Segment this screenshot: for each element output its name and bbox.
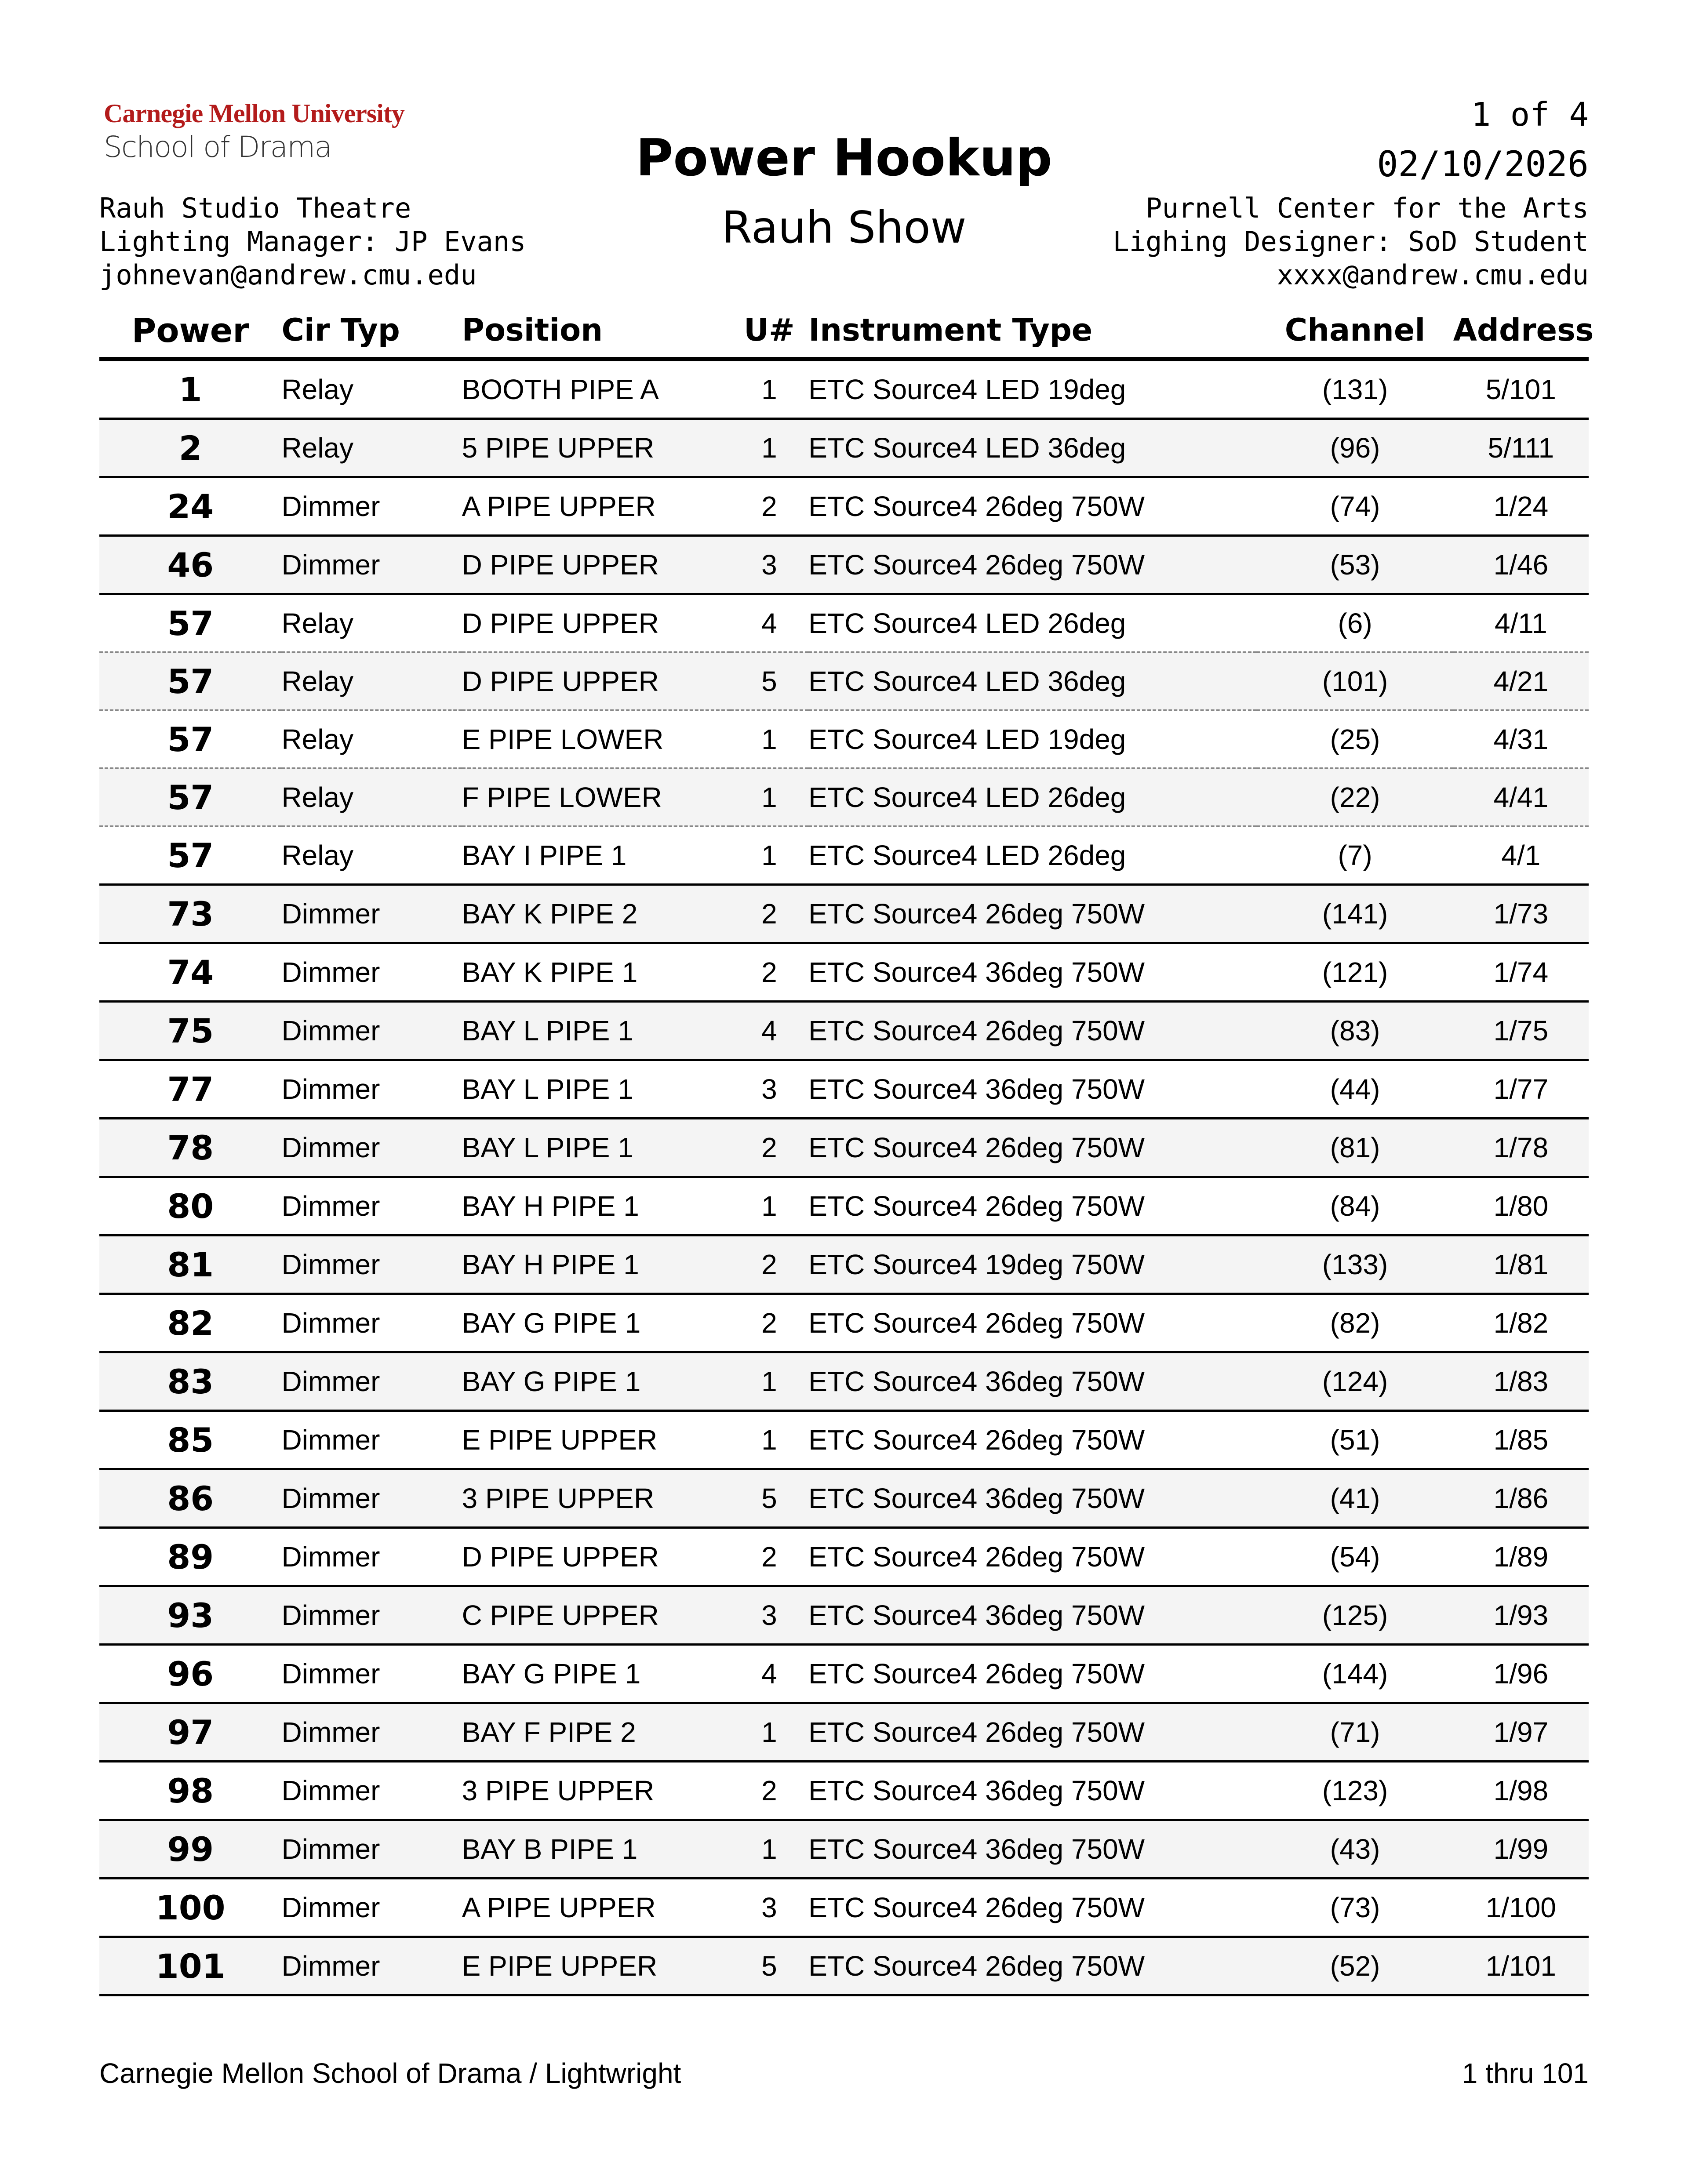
cell-channel: (83)	[1257, 1002, 1453, 1060]
cell-instrument-type: ETC Source4 36deg 750W	[808, 1469, 1257, 1528]
cell-instrument-type: ETC Source4 26deg 750W	[808, 1411, 1257, 1469]
cell-instrument-type: ETC Source4 26deg 750W	[808, 1645, 1257, 1703]
cell-power: 86	[99, 1469, 281, 1528]
cell-cir-typ: Dimmer	[281, 477, 462, 536]
cell-channel: (81)	[1257, 1119, 1453, 1177]
cell-position: 3 PIPE UPPER	[462, 1469, 730, 1528]
lighting-designer: Lighing Designer: SoD Student	[1113, 225, 1589, 258]
table-row	[99, 885, 1589, 943]
col-header-address: Address	[1453, 303, 1589, 359]
power-hookup-table	[99, 303, 1594, 1996]
cell-unit: 3	[730, 1879, 809, 1937]
cell-address: 5/101	[1453, 359, 1589, 419]
cell-address: 4/31	[1453, 710, 1589, 768]
cell-unit: 2	[730, 1762, 809, 1820]
cell-channel: (73)	[1257, 1879, 1453, 1937]
designer-email: xxxx@andrew.cmu.edu	[1277, 259, 1589, 291]
table-row	[99, 1469, 1589, 1528]
cell-instrument-type: ETC Source4 LED 19deg	[808, 359, 1257, 419]
cell-cir-typ: Relay	[281, 594, 462, 653]
cell-power: 100	[99, 1879, 281, 1937]
cell-position: BOOTH PIPE A	[462, 359, 730, 419]
cell-address: 1/85	[1453, 1411, 1589, 1469]
show-name: Rauh Show	[721, 202, 967, 253]
cell-unit: 1	[730, 1703, 809, 1762]
cell-cir-typ: Relay	[281, 359, 462, 419]
cell-cir-typ: Dimmer	[281, 1002, 462, 1060]
col-header-power: Power	[99, 303, 281, 359]
cell-channel: (43)	[1257, 1820, 1453, 1879]
cell-instrument-type: ETC Source4 26deg 750W	[808, 1937, 1257, 1995]
cell-position: E PIPE LOWER	[462, 710, 730, 768]
cell-unit: 3	[730, 1586, 809, 1645]
table-row	[99, 826, 1589, 885]
cell-channel: (82)	[1257, 1294, 1453, 1352]
cell-position: BAY G PIPE 1	[462, 1294, 730, 1352]
table-row	[99, 594, 1589, 653]
col-header-instrument-type: Instrument Type	[808, 303, 1257, 359]
cell-instrument-type: ETC Source4 LED 36deg	[808, 652, 1257, 710]
cell-power: 57	[99, 652, 281, 710]
cell-address: 1/77	[1453, 1060, 1589, 1119]
cell-address: 1/89	[1453, 1528, 1589, 1586]
cell-power: 97	[99, 1703, 281, 1762]
cell-address: 1/74	[1453, 943, 1589, 1002]
cell-instrument-type: ETC Source4 26deg 750W	[808, 885, 1257, 943]
cell-channel: (84)	[1257, 1177, 1453, 1236]
cell-instrument-type: ETC Source4 36deg 750W	[808, 1762, 1257, 1820]
table-row	[99, 710, 1589, 768]
cell-power: 74	[99, 943, 281, 1002]
cell-cir-typ: Dimmer	[281, 1119, 462, 1177]
cell-cir-typ: Dimmer	[281, 1937, 462, 1995]
cell-channel: (101)	[1257, 652, 1453, 710]
cell-position: BAY H PIPE 1	[462, 1177, 730, 1236]
cell-channel: (52)	[1257, 1937, 1453, 1995]
cell-unit: 1	[730, 768, 809, 826]
cell-power: 85	[99, 1411, 281, 1469]
cell-cir-typ: Dimmer	[281, 943, 462, 1002]
cell-position: BAY I PIPE 1	[462, 826, 730, 885]
table-row	[99, 1177, 1589, 1236]
cell-position: BAY G PIPE 1	[462, 1645, 730, 1703]
cell-position: 5 PIPE UPPER	[462, 419, 730, 477]
venue-name: Rauh Studio Theatre	[99, 192, 411, 224]
cell-position: BAY K PIPE 2	[462, 885, 730, 943]
cell-instrument-type: ETC Source4 LED 26deg	[808, 594, 1257, 653]
table-row	[99, 359, 1589, 419]
cell-power: 57	[99, 768, 281, 826]
cell-address: 1/101	[1453, 1937, 1589, 1995]
cell-cir-typ: Dimmer	[281, 1820, 462, 1879]
cell-address: 1/75	[1453, 1002, 1589, 1060]
cell-position: A PIPE UPPER	[462, 477, 730, 536]
cell-cir-typ: Dimmer	[281, 1762, 462, 1820]
cell-address: 4/1	[1453, 826, 1589, 885]
cell-instrument-type: ETC Source4 26deg 750W	[808, 477, 1257, 536]
cell-address: 1/24	[1453, 477, 1589, 536]
cell-channel: (124)	[1257, 1352, 1453, 1411]
table-row	[99, 1703, 1589, 1762]
cell-cir-typ: Dimmer	[281, 1703, 462, 1762]
cell-address: 1/86	[1453, 1469, 1589, 1528]
designer-info	[1113, 192, 1589, 292]
cell-unit: 5	[730, 1469, 809, 1528]
cell-unit: 4	[730, 1645, 809, 1703]
cell-power: 82	[99, 1294, 281, 1352]
table-row	[99, 943, 1589, 1002]
cell-power: 80	[99, 1177, 281, 1236]
cell-position: 3 PIPE UPPER	[462, 1762, 730, 1820]
cell-address: 5/111	[1453, 419, 1589, 477]
cell-cir-typ: Relay	[281, 710, 462, 768]
table-row	[99, 1352, 1589, 1411]
table-body	[99, 359, 1589, 1995]
col-header-unit: U#	[730, 303, 809, 359]
cell-unit: 2	[730, 1236, 809, 1294]
col-header-position: Position	[462, 303, 730, 359]
table-row	[99, 1762, 1589, 1820]
cell-channel: (71)	[1257, 1703, 1453, 1762]
cell-unit: 5	[730, 1937, 809, 1995]
cell-channel: (131)	[1257, 359, 1453, 419]
cell-address: 1/93	[1453, 1586, 1589, 1645]
cell-cir-typ: Dimmer	[281, 1236, 462, 1294]
cell-position: E PIPE UPPER	[462, 1937, 730, 1995]
cell-cir-typ: Dimmer	[281, 1060, 462, 1119]
cell-channel: (141)	[1257, 885, 1453, 943]
cell-power: 101	[99, 1937, 281, 1995]
cell-channel: (133)	[1257, 1236, 1453, 1294]
cell-position: BAY G PIPE 1	[462, 1352, 730, 1411]
cell-position: BAY L PIPE 1	[462, 1002, 730, 1060]
cell-address: 1/78	[1453, 1119, 1589, 1177]
cell-address: 4/11	[1453, 594, 1589, 653]
table-row	[99, 1879, 1589, 1937]
cell-cir-typ: Dimmer	[281, 1177, 462, 1236]
cell-power: 99	[99, 1820, 281, 1879]
cell-channel: (53)	[1257, 536, 1453, 594]
cell-power: 73	[99, 885, 281, 943]
cell-address: 1/73	[1453, 885, 1589, 943]
cell-instrument-type: ETC Source4 36deg 750W	[808, 1820, 1257, 1879]
cell-cir-typ: Relay	[281, 768, 462, 826]
lighting-manager: Lighting Manager: JP Evans	[99, 225, 526, 258]
table-row	[99, 1002, 1589, 1060]
cell-address: 1/80	[1453, 1177, 1589, 1236]
cell-power: 93	[99, 1586, 281, 1645]
table-row	[99, 1820, 1589, 1879]
cell-instrument-type: ETC Source4 26deg 750W	[808, 1294, 1257, 1352]
cell-instrument-type: ETC Source4 19deg 750W	[808, 1236, 1257, 1294]
cell-cir-typ: Dimmer	[281, 1469, 462, 1528]
cell-position: F PIPE LOWER	[462, 768, 730, 826]
cell-address: 4/41	[1453, 768, 1589, 826]
table-row	[99, 1528, 1589, 1586]
cell-cir-typ: Relay	[281, 652, 462, 710]
cell-unit: 2	[730, 943, 809, 1002]
col-header-cir-typ: Cir Typ	[281, 303, 462, 359]
table-row	[99, 419, 1589, 477]
cell-position: BAY F PIPE 2	[462, 1703, 730, 1762]
cell-channel: (25)	[1257, 710, 1453, 768]
cell-unit: 2	[730, 1528, 809, 1586]
cell-power: 75	[99, 1002, 281, 1060]
cell-instrument-type: ETC Source4 26deg 750W	[808, 1879, 1257, 1937]
cell-power: 83	[99, 1352, 281, 1411]
table-row	[99, 652, 1589, 710]
cell-power: 96	[99, 1645, 281, 1703]
cell-channel: (22)	[1257, 768, 1453, 826]
cell-power: 57	[99, 826, 281, 885]
cell-channel: (7)	[1257, 826, 1453, 885]
cell-unit: 2	[730, 885, 809, 943]
cell-address: 1/46	[1453, 536, 1589, 594]
cell-unit: 3	[730, 1060, 809, 1119]
cell-cir-typ: Dimmer	[281, 1411, 462, 1469]
cell-channel: (144)	[1257, 1645, 1453, 1703]
cell-power: 24	[99, 477, 281, 536]
cell-cir-typ: Dimmer	[281, 885, 462, 943]
cell-cir-typ: Dimmer	[281, 1528, 462, 1586]
cell-unit: 5	[730, 652, 809, 710]
cell-unit: 1	[730, 1352, 809, 1411]
cell-instrument-type: ETC Source4 LED 26deg	[808, 826, 1257, 885]
cell-channel: (51)	[1257, 1411, 1453, 1469]
logo-school: School of Drama	[104, 130, 331, 164]
cell-unit: 2	[730, 1294, 809, 1352]
cell-channel: (6)	[1257, 594, 1453, 653]
cell-cir-typ: Dimmer	[281, 1294, 462, 1352]
cell-address: 1/83	[1453, 1352, 1589, 1411]
cell-instrument-type: ETC Source4 26deg 750W	[808, 1002, 1257, 1060]
cell-instrument-type: ETC Source4 26deg 750W	[808, 1528, 1257, 1586]
col-header-channel: Channel	[1257, 303, 1453, 359]
cell-unit: 4	[730, 1002, 809, 1060]
cell-unit: 2	[730, 1119, 809, 1177]
report-date: 02/10/2026	[1377, 144, 1589, 185]
cell-unit: 4	[730, 594, 809, 653]
cell-power: 81	[99, 1236, 281, 1294]
cell-instrument-type: ETC Source4 36deg 750W	[808, 1586, 1257, 1645]
cell-channel: (125)	[1257, 1586, 1453, 1645]
table-row	[99, 1586, 1589, 1645]
cell-address: 1/99	[1453, 1820, 1589, 1879]
cell-position: D PIPE UPPER	[462, 536, 730, 594]
cell-cir-typ: Relay	[281, 826, 462, 885]
cell-cir-typ: Dimmer	[281, 1586, 462, 1645]
cell-position: BAY B PIPE 1	[462, 1820, 730, 1879]
cell-power: 77	[99, 1060, 281, 1119]
cell-position: A PIPE UPPER	[462, 1879, 730, 1937]
logo-university: Carnegie Mellon University	[104, 99, 404, 128]
cell-power: 57	[99, 710, 281, 768]
footer-source: Carnegie Mellon School of Drama / Lightwright	[99, 2057, 681, 2089]
cell-address: 1/82	[1453, 1294, 1589, 1352]
venue-info	[99, 192, 526, 292]
cell-position: BAY H PIPE 1	[462, 1236, 730, 1294]
cell-instrument-type: ETC Source4 26deg 750W	[808, 1119, 1257, 1177]
cell-position: D PIPE UPPER	[462, 1528, 730, 1586]
cell-unit: 1	[730, 1177, 809, 1236]
cell-unit: 1	[730, 419, 809, 477]
cell-channel: (41)	[1257, 1469, 1453, 1528]
cell-unit: 1	[730, 1411, 809, 1469]
table-row	[99, 1937, 1589, 1995]
cell-power: 46	[99, 536, 281, 594]
cell-instrument-type: ETC Source4 36deg 750W	[808, 1060, 1257, 1119]
table-row	[99, 1645, 1589, 1703]
cell-instrument-type: ETC Source4 36deg 750W	[808, 1352, 1257, 1411]
page-number: 1 of 4	[1471, 96, 1589, 134]
cell-cir-typ: Dimmer	[281, 1352, 462, 1411]
cell-instrument-type: ETC Source4 26deg 750W	[808, 1703, 1257, 1762]
table-row	[99, 1411, 1589, 1469]
cell-power: 89	[99, 1528, 281, 1586]
cell-unit: 2	[730, 477, 809, 536]
cell-address: 1/97	[1453, 1703, 1589, 1762]
cell-power: 1	[99, 359, 281, 419]
cell-unit: 3	[730, 536, 809, 594]
table-row	[99, 477, 1589, 536]
cell-channel: (123)	[1257, 1762, 1453, 1820]
cell-channel: (44)	[1257, 1060, 1453, 1119]
cell-position: BAY K PIPE 1	[462, 943, 730, 1002]
cell-channel: (74)	[1257, 477, 1453, 536]
cell-cir-typ: Dimmer	[281, 1645, 462, 1703]
manager-email: johnevan@andrew.cmu.edu	[99, 259, 477, 291]
table-row	[99, 536, 1589, 594]
cell-power: 2	[99, 419, 281, 477]
cell-position: D PIPE UPPER	[462, 594, 730, 653]
footer-range: 1 thru 101	[1462, 2057, 1589, 2089]
cell-instrument-type: ETC Source4 36deg 750W	[808, 943, 1257, 1002]
page-title: Power Hookup	[636, 128, 1052, 188]
cell-power: 98	[99, 1762, 281, 1820]
cell-position: BAY L PIPE 1	[462, 1119, 730, 1177]
cell-power: 78	[99, 1119, 281, 1177]
cell-address: 1/98	[1453, 1762, 1589, 1820]
cell-channel: (121)	[1257, 943, 1453, 1002]
table-row	[99, 768, 1589, 826]
cell-instrument-type: ETC Source4 26deg 750W	[808, 1177, 1257, 1236]
cell-position: D PIPE UPPER	[462, 652, 730, 710]
cell-unit: 1	[730, 1820, 809, 1879]
table-row	[99, 1294, 1589, 1352]
cell-channel: (96)	[1257, 419, 1453, 477]
cell-unit: 1	[730, 826, 809, 885]
cell-cir-typ: Dimmer	[281, 536, 462, 594]
cell-position: E PIPE UPPER	[462, 1411, 730, 1469]
cell-cir-typ: Dimmer	[281, 1879, 462, 1937]
cell-instrument-type: ETC Source4 26deg 750W	[808, 536, 1257, 594]
cell-unit: 1	[730, 710, 809, 768]
cell-address: 4/21	[1453, 652, 1589, 710]
cell-power: 57	[99, 594, 281, 653]
table-row	[99, 1060, 1589, 1119]
cell-position: C PIPE UPPER	[462, 1586, 730, 1645]
table-row	[99, 1119, 1589, 1177]
cell-position: BAY L PIPE 1	[462, 1060, 730, 1119]
cell-unit: 1	[730, 359, 809, 419]
cell-address: 1/96	[1453, 1645, 1589, 1703]
cell-instrument-type: ETC Source4 LED 36deg	[808, 419, 1257, 477]
cell-channel: (54)	[1257, 1528, 1453, 1586]
cell-address: 1/100	[1453, 1879, 1589, 1937]
table-row	[99, 1236, 1589, 1294]
cell-instrument-type: ETC Source4 LED 26deg	[808, 768, 1257, 826]
building-name: Purnell Center for the Arts	[1146, 192, 1589, 224]
cell-cir-typ: Relay	[281, 419, 462, 477]
table-header-row	[99, 303, 1589, 359]
cell-instrument-type: ETC Source4 LED 19deg	[808, 710, 1257, 768]
cell-address: 1/81	[1453, 1236, 1589, 1294]
